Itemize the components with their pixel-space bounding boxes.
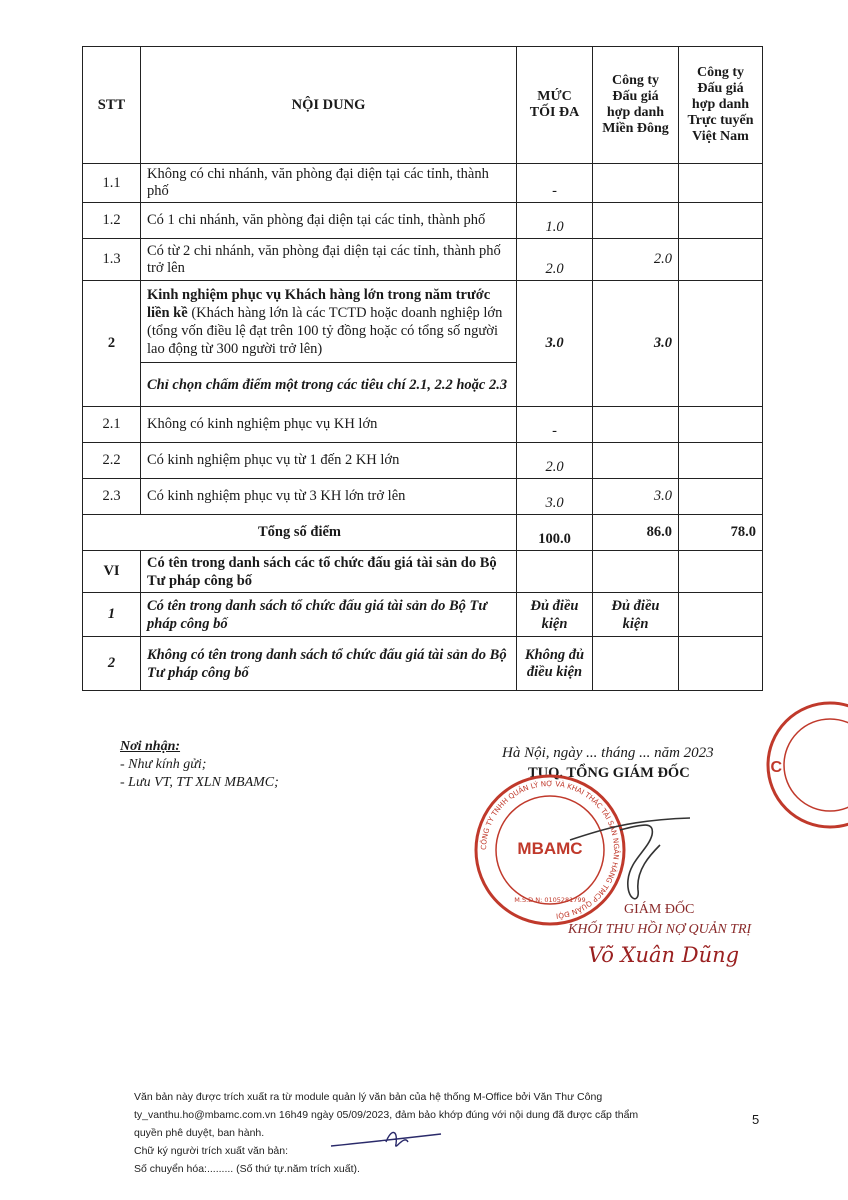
table-row: Chỉ chọn chấm điểm một trong các tiêu chí 2.1, 2.2 hoặc 2.3	[83, 363, 763, 407]
section-vi-row: VI Có tên trong danh sách các tổ chức đấu giá tài sản do Bộ Tư pháp công bố	[83, 551, 763, 593]
header-noi-dung: NỘI DUNG	[141, 47, 517, 164]
svg-text:M.S.D.N: 0105281799: M.S.D.N: 0105281799	[514, 896, 586, 904]
total-row: Tổng số điểm 100.0 86.0 78.0	[83, 515, 763, 551]
page-number: 5	[752, 1112, 760, 1127]
signature-title: GIÁM ĐỐC	[624, 902, 695, 917]
table-row: 1.1 Không có chi nhánh, văn phòng đại diện tại các tỉnh, thành phố -	[83, 164, 763, 203]
header-cong-ty-2: Công ty Đấu giá hợp danh Trực tuyến Việt Nam	[679, 47, 763, 164]
table-row: 2 Kinh nghiệm phục vụ Khách hàng lớn trong năm trước liền kề (Khách hàng lớn là các TCTD hoặc doanh nghiệp lớn (tổng vốn điều lệ đạt trên 100 tỷ đồng hoặc có tổng số người lao động từ 300 người trở lên) 3.0 3.0	[83, 281, 763, 363]
table-row: 2.3 Có kinh nghiệm phục vụ từ 3 KH lớn trở lên 3.0 3.0	[83, 479, 763, 515]
table-row: 1 Có tên trong danh sách tổ chức đấu giá tài sản do Bộ Tư pháp công bố Đủ điều kiện Đủ điều kiện	[83, 593, 763, 637]
svg-text:CÔNG TY TNHH QUẢN LÝ NỢ VÀ KHA: CÔNG TY TNHH QUẢN LÝ NỢ VÀ KHAI THÁC TÀI SẢN NGÂN HÀNG TMCP QUÂN ĐỘI	[478, 778, 622, 921]
table-row: 1.2 Có 1 chi nhánh, văn phòng đại diện tại các tỉnh, thành phố 1.0	[83, 203, 763, 239]
signature-date: Hà Nội, ngày ... tháng ... năm 2023	[502, 745, 714, 761]
table-row: 2.2 Có kinh nghiệm phục vụ từ 1 đến 2 KH lớn 2.0	[83, 443, 763, 479]
header-cong-ty-1: Công ty Đấu giá hợp danh Miền Đông	[593, 47, 679, 164]
recipient-item: - Lưu VT, TT XLN MBAMC;	[120, 775, 279, 790]
table-row: 1.3 Có từ 2 chi nhánh, văn phòng đại diện tại các tỉnh, thành phố trở lên 2.0 2.0	[83, 239, 763, 281]
signature-department: KHỐI THU HỒI NỢ QUẢN TRỊ	[568, 922, 752, 937]
recipients	[120, 738, 279, 792]
partial-stamp-icon	[760, 700, 848, 830]
svg-text:IC: IC	[766, 759, 782, 776]
row-2-content: Kinh nghiệm phục vụ Khách hàng lớn trong năm trước liền kề (Khách hàng lớn là các TCTD hoặc doanh nghiệp lớn (tổng vốn điều lệ đạt trên 100 tỷ đồng hoặc có tổng số người lao động từ 300 người trở lên)	[141, 281, 517, 363]
header-stt: STT	[83, 47, 141, 164]
svg-text:MBAMC: MBAMC	[517, 839, 583, 858]
signature-name: Võ Xuân Dũng	[588, 943, 740, 967]
table-row: 2 Không có tên trong danh sách tổ chức đấu giá tài sản do Bộ Tư pháp công bố Không đủ điều kiện	[83, 637, 763, 691]
score-table	[82, 46, 763, 691]
handwritten-signature-icon	[560, 800, 700, 910]
extraction-notice: Văn bản này được trích xuất ra từ module quản lý văn bản của hệ thống M-Office bởi Văn Thư Công ty_vanthu.ho@mbamc.com.vn 16h49 ngày 05/09/2023, đảm bảo khớp đúng với nội dung đã được cấp thẩm quyền phê duyệt, ban hành. Chữ ký người trích xuất văn bản: Số chuyển hóa:......... (Số thứ tự.năm trích xuất).	[134, 1091, 639, 1175]
recipient-item: - Như kính gửi;	[120, 757, 207, 772]
header-muc-toi-da: MỨC TỐI ĐA	[517, 47, 593, 164]
header-row	[83, 47, 763, 164]
extractor-signature-icon	[326, 1124, 446, 1154]
recipients-title: Nơi nhận:	[120, 739, 181, 754]
signature-role: TUQ. TỔNG GIÁM ĐỐC	[528, 765, 690, 781]
table-row: 2.1 Không có kinh nghiệm phục vụ KH lớn -	[83, 407, 763, 443]
